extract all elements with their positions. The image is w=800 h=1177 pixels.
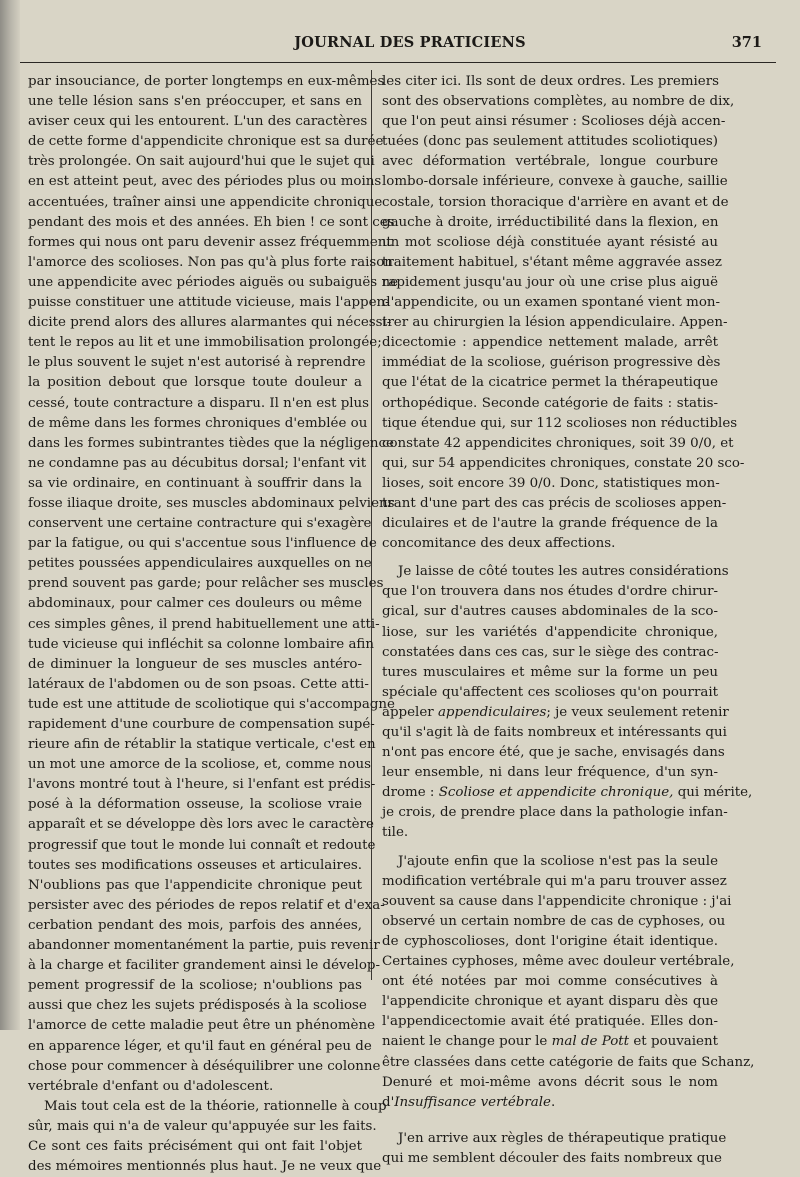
text-line: trant d'une part des cas précis de scolioses appen- [382, 495, 727, 511]
text-line: un mot scoliose déjà constituée ayant résisté au [382, 234, 718, 250]
text-line: de même dans les formes chroniques d'emblée ou [28, 415, 368, 431]
text-line: Ce sont ces faits précisément qui ont fait l'objet [28, 1138, 362, 1154]
text-line: de cyphoscolioses, dont l'origine était identique. [382, 933, 718, 949]
text-line: ne condamne pas au décubitus dorsal; l'enfant vit [28, 455, 367, 471]
text-run: appeler [382, 704, 434, 720]
paragraph-1 [382, 72, 745, 554]
text-line: costale, torsion thoracique d'arrière en avant et de [382, 194, 729, 210]
text-line: progressif que tout le monde lui connaît et redoute [28, 837, 376, 853]
text-line: aviser ceux qui les entourent. L'un des caractères [28, 114, 368, 130]
text-line: tique étendue qui, sur 112 scolioses non réductibles [382, 415, 738, 431]
text-line: J'ajoute enfin que la scoliose n'est pas la seule [398, 853, 718, 869]
text-line: fosse iliaque droite, ses muscles abdominaux pelviens [28, 495, 395, 511]
text-line: tures musculaires et même sur la forme un peu [382, 664, 718, 680]
text-line: tile. [382, 825, 409, 841]
text-line: petites poussées appendiculaires auxquelles on ne [28, 556, 372, 572]
text-line [382, 1093, 718, 1113]
text-line: cessé, toute contracture a disparu. Il n'en est plus [28, 395, 370, 411]
text-line: constate 42 appendicites chroniques, soit 39 0/0, et [382, 435, 734, 451]
text-line: chose pour commencer à déséquilibrer une colonne [28, 1058, 381, 1074]
text-run: . [550, 1094, 556, 1110]
text-line: latéraux de l'abdomen ou de son psoas. Cette atti- [28, 676, 369, 692]
text-line: dans les formes subintrantes tièdes que la négligence [28, 435, 394, 451]
text-line: des mémoires mentionnés plus haut. Je ne veux que [28, 1159, 382, 1175]
text-line: n'ont pas encore été, que je sache, envisagés dans [382, 745, 725, 761]
text-line: rapidement d'une courbure de compensation supé- [28, 717, 375, 732]
text-run: d' [382, 1094, 395, 1110]
text-line: orthopédique. Seconde catégorie de faits : statis- [382, 395, 718, 411]
text-line: spéciale qu'affectent ces scolioses qu'on pourrait [382, 684, 718, 700]
text-line: que l'on peut ainsi résumer : Scolioses déjà accen- [382, 114, 726, 130]
text-line: traitement habituel, s'étant même aggravée assez [382, 254, 722, 270]
text-line: puisse constituer une attitude vicieuse, mais l'appen- [28, 295, 390, 311]
text-line: liose, sur les variétés d'appendicite chronique, [382, 624, 718, 640]
text-line [382, 703, 729, 723]
text-line: modification vertébrale qui m'a paru trouver assez [382, 873, 727, 889]
text-line: diculaires et de l'autre la grande fréquence de la [382, 516, 718, 532]
paragraph-4 [382, 1129, 727, 1169]
text-line: la position debout que lorsque toute douleur a [28, 375, 362, 391]
paragraph-3 [382, 852, 755, 1113]
text-line: concomitance des deux affections. [382, 536, 616, 552]
text-line: qu'il s'agit là de faits nombreux et intéressants qui [382, 725, 727, 740]
text-line: prend souvent pas garde; pour relâcher ses muscles [28, 576, 384, 592]
text-line: d'appendicite, ou un examen spontané vient mon- [382, 295, 721, 311]
text-run: qui mérite, [677, 785, 753, 801]
text-line: l'appendicite chronique et ayant disparu dès que [382, 994, 718, 1010]
text-line: le plus souvent le sujet n'est autorisé à reprendre [28, 355, 366, 371]
text-line: N'oublions pas que l'appendicite chronique peut [28, 877, 362, 893]
text-line [382, 1032, 718, 1052]
text-line: lombo-dorsale inférieure, convexe à gauche, saillie [382, 174, 728, 190]
text-line: leur ensemble, ni dans leur fréquence, d'un syn- [382, 765, 718, 781]
text-line: cerbation pendant des mois, parfois des années, [28, 917, 362, 933]
text-line: que l'on trouvera dans nos études d'ordre chirur- [382, 584, 718, 600]
text-line: l'amorce des scolioses. Non pas qu'à plus forte raison [28, 254, 393, 270]
text-line: gauche à droite, irréductibilité dans la flexion, en [382, 214, 719, 230]
page-number: 371 [731, 34, 762, 51]
text-line: tuées (donc pas seulement attitudes scoliotiques) [382, 134, 719, 150]
right-column [382, 72, 755, 1166]
text-line: posé à la déformation osseuse, la scoliose vraie [28, 797, 362, 813]
text-line: souvent sa cause dans l'appendicite chronique : j'ai [382, 893, 732, 909]
text-line: à la charge et faciliter grandement ainsi le dévelop- [28, 958, 380, 974]
text-line: sont des observations complètes, au nombre de dix, [382, 94, 735, 110]
text-line: Denuré et moi-même avons décrit sous le nom [382, 1074, 718, 1090]
header-rule [20, 62, 776, 63]
text-line: rieure afin de rétablir la statique verticale, c'est en [28, 737, 376, 753]
text-line: en est atteint peut, avec des périodes plus ou moins [28, 174, 382, 190]
text-line: ont été notées par moi comme consécutives à [382, 974, 718, 990]
text-run: ; je veux seulement retenir [546, 704, 729, 720]
text-line: persister avec des périodes de repos relatif et d'exa- [28, 897, 385, 913]
text-line: un mot une amorce de la scoliose, et, comme nous [28, 757, 371, 773]
text-line: abdominaux, pour calmer ces douleurs ou même [28, 596, 362, 612]
text-line: pendant des mois et des années. Eh bien ! ce sont ces [28, 214, 395, 230]
text-line: accentuées, traîner ainsi une appendicite chronique [28, 194, 383, 210]
running-header [20, 30, 800, 60]
text-line: observé un certain nombre de cas de cyphoses, ou [382, 913, 726, 929]
text-line: qui, sur 54 appendicites chroniques, constate 20 sco- [382, 455, 745, 471]
text-line: tent le repos au lit et une immobilisation prolongée; [28, 335, 382, 351]
text-line: immédiat de la scoliose, guérison progressive dès [382, 355, 721, 371]
text-line: de cette forme d'appendicite chronique est sa durée [28, 134, 384, 150]
text-line: l'amorce de cette maladie peut être un phénomène [28, 1018, 376, 1034]
text-line: Mais tout cela est de la théorie, rationnelle à coup [44, 1098, 387, 1114]
italic-term: appendiculaires [437, 704, 547, 720]
text-line: dicectomie : appendice nettement malade, arrêt [382, 335, 718, 351]
italic-term: Insuffisance vertébrale [394, 1094, 551, 1110]
text-line: sa vie ordinaire, en continuant à souffrir dans la [28, 475, 362, 491]
text-line: très prolongée. On sait aujourd'hui que le sujet qui [28, 154, 375, 170]
text-line: être classées dans cette catégorie de faits que Schanz, [382, 1054, 755, 1070]
text-line: une telle lésion sans s'en préoccuper, et sans en [28, 94, 362, 110]
text-line: rapidement jusqu'au jour où une crise plus aiguë [382, 274, 718, 290]
text-line: J'en arrive aux règles de thérapeutique pratique [398, 1130, 727, 1146]
text-line: Certaines cyphoses, même avec douleur vertébrale, [382, 954, 735, 970]
text-line: Je laisse de côté toutes les autres considérations [398, 564, 729, 580]
italic-term: mal de Pott [551, 1034, 630, 1050]
italic-term: Scoliose et appendicite chronique, [438, 785, 674, 801]
text-line: constatées dans ces cas, sur le siège des contrac- [382, 644, 719, 660]
text-line: trer au chirurgien la lésion appendiculaire. Appen- [382, 315, 728, 331]
text-line: lioses, soit encore 39 0/0. Donc, statistiques mon- [382, 475, 720, 491]
text-line: l'appendicectomie avait été pratiquée. Elles don- [382, 1014, 718, 1030]
text-line: pement progressif de la scoliose; n'oublions pas [28, 978, 362, 994]
text-line: par insouciance, de porter longtemps en eux-mêmes [28, 74, 385, 89]
text-line: sûr, mais qui n'a de valeur qu'appuyée sur les faits. [28, 1118, 377, 1134]
text-run: drome : [382, 785, 435, 801]
text-line: aussi que chez les sujets prédisposés à la scoliose [28, 998, 367, 1014]
text-run: et pouvaient [633, 1034, 718, 1050]
text-line: l'avons montré tout à l'heure, si l'enfant est prédis- [28, 777, 376, 793]
text-line: une appendicite avec périodes aiguës ou subaiguës ne [28, 274, 398, 290]
text-line: formes qui nous ont paru devenir assez fréquemment [28, 234, 392, 250]
book-gutter [0, 0, 20, 1030]
text-line: je crois, de prendre place dans la pathologie infan- [382, 805, 728, 821]
text-line: ces simples gênes, il prend habituellement une atti- [28, 616, 380, 632]
text-line: les citer ici. Ils sont de deux ordres. Les premiers [382, 74, 720, 89]
text-line: apparaît et se développe dès lors avec le caractère [28, 817, 374, 833]
text-line: toutes ses modifications osseuses et articulaires. [28, 857, 362, 873]
text-line [382, 783, 753, 803]
text-line: dicite prend alors des allures alarmantes qui nécessi- [28, 315, 392, 331]
text-run: naient le change pour le [382, 1034, 548, 1050]
text-line: de diminuer la longueur de ses muscles antéro- [28, 656, 362, 672]
text-line: abandonner momentanément la partie, puis revenir [28, 938, 380, 954]
journal-title: JOURNAL DES PRATICIENS [294, 34, 526, 51]
text-line: en apparence léger, et qu'il faut en général peu de [28, 1038, 372, 1054]
text-line: vertébrale d'enfant ou d'adolescent. [28, 1078, 274, 1094]
text-line: gical, sur d'autres causes abdominales de la sco- [382, 604, 718, 620]
text-line: qui me semblent découler des faits nombreux que [382, 1150, 722, 1166]
text-line: tude est une attitude de scoliotique qui s'accompagne [28, 696, 395, 712]
text-line: par la fatigue, ou qui s'accentue sous l'influence de [28, 536, 377, 552]
text-line: conservent une certaine contracture qui s'exagère [28, 516, 372, 532]
text-line: que l'état de la cicatrice permet la thérapeutique [382, 375, 718, 391]
text-line: tude vicieuse qui infléchit sa colonne lombaire afin [28, 636, 374, 652]
text-line: avec déformation vertébrale, longue courbure [382, 154, 718, 170]
paragraph-2 [382, 562, 753, 843]
